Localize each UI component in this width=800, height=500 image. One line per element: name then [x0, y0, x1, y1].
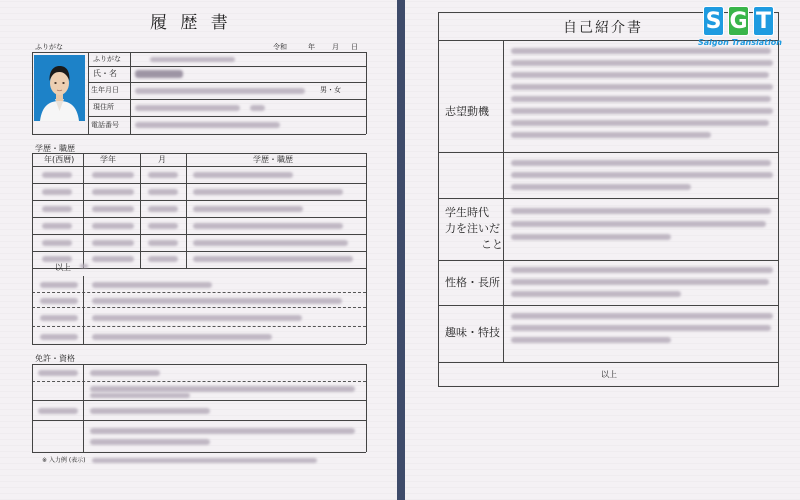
section-student-life-label-2: 力を注いだ — [445, 222, 500, 235]
redacted-text-line — [511, 60, 773, 66]
redacted-cell — [193, 223, 343, 229]
redacted-phone — [135, 122, 280, 128]
name-label: 氏・名 — [93, 69, 117, 78]
redacted-cell — [90, 393, 190, 398]
redacted-text-line — [511, 172, 773, 178]
redacted-cell — [92, 282, 212, 288]
redacted-cell — [40, 334, 78, 340]
redacted-text-line — [511, 132, 711, 138]
redacted-text-line — [511, 96, 771, 102]
redacted-cell — [92, 172, 134, 178]
section-personality-label: 性格・長所 — [445, 276, 500, 289]
licenses-section-label: 免許・資格 — [35, 354, 75, 363]
date-month-label: 月 — [332, 43, 339, 51]
redacted-address-2 — [250, 105, 265, 111]
redacted-address-1 — [135, 105, 240, 111]
redacted-cell — [90, 428, 355, 434]
redacted-text-line — [511, 108, 773, 114]
birthdate-label: 生年月日 — [91, 86, 119, 94]
education-section-label: 学歴・職歴 — [35, 144, 75, 153]
furigana-label: ふりがな — [93, 55, 121, 63]
redacted-cell — [193, 172, 293, 178]
redacted-cell — [80, 264, 88, 268]
redacted-furigana — [150, 57, 235, 62]
redacted-cell — [90, 408, 210, 414]
logo-letter-t: T — [753, 6, 774, 36]
redacted-text-line — [511, 325, 771, 331]
redacted-text-line — [511, 84, 773, 90]
date-year-label: 年 — [308, 43, 315, 51]
redacted-cell — [148, 256, 178, 262]
applicant-photo — [34, 55, 85, 121]
self-intro-title: 自己紹介書 — [563, 20, 643, 36]
redacted-cell — [42, 172, 72, 178]
section-student-life-label-1: 学生時代 — [445, 206, 489, 219]
redacted-cell — [92, 334, 272, 340]
logo-tagline: Saigon Translation — [698, 38, 782, 47]
redacted-cell — [92, 223, 134, 229]
redacted-cell — [148, 206, 178, 212]
redacted-cell — [38, 370, 78, 376]
redacted-cell — [42, 223, 72, 229]
redacted-cell — [42, 189, 72, 195]
redacted-cell — [92, 189, 134, 195]
redacted-text-line — [511, 120, 769, 126]
redacted-text-line — [511, 72, 769, 78]
applicant-portrait — [34, 55, 85, 121]
self-introduction-page — [405, 0, 800, 500]
footer-note: ※ 入力例 (表示) — [42, 457, 86, 464]
redacted-cell — [148, 172, 178, 178]
redacted-cell — [148, 189, 178, 195]
redacted-cell — [42, 256, 72, 262]
redacted-cell — [42, 206, 72, 212]
col-header-grade: 学年 — [100, 155, 116, 164]
redacted-text-line — [511, 291, 681, 297]
redacted-cell — [40, 315, 78, 321]
date-era: 令和 — [273, 43, 287, 51]
furigana-top-label: ふりがな — [35, 43, 63, 51]
redacted-text-line — [511, 184, 691, 190]
education-end-marker: 以上 — [55, 263, 71, 272]
redacted-cell — [148, 223, 178, 229]
redacted-name — [135, 70, 183, 78]
redacted-cell — [193, 256, 353, 262]
redacted-cell — [92, 240, 134, 246]
col-header-month: 月 — [158, 155, 166, 164]
redacted-text-line — [511, 160, 771, 166]
redacted-cell — [92, 315, 302, 321]
redacted-cell — [90, 370, 160, 376]
redacted-cell — [193, 189, 343, 195]
redacted-cell — [90, 439, 210, 445]
redacted-cell — [90, 386, 355, 392]
section-motivation-label: 志望動機 — [445, 105, 489, 118]
sgt-logo — [698, 0, 800, 58]
redacted-text-line — [511, 337, 671, 343]
redacted-cell — [193, 240, 348, 246]
redacted-cell — [92, 298, 342, 304]
address-label: 現住所 — [93, 103, 114, 111]
gender-label: 男・女 — [320, 86, 341, 94]
redacted-text-line — [511, 279, 769, 285]
redacted-cell — [92, 256, 134, 262]
date-day-label: 日 — [351, 43, 358, 51]
logo-letter-s: S — [703, 6, 724, 36]
redacted-text-line — [511, 221, 766, 227]
redacted-cell — [42, 240, 72, 246]
self-intro-end-marker: 以上 — [601, 370, 617, 379]
resume-title: 履 歴 書 — [150, 13, 232, 33]
redacted-cell — [92, 206, 134, 212]
section-hobbies-label: 趣味・特技 — [445, 326, 500, 339]
redacted-cell — [193, 206, 303, 212]
redacted-cell — [40, 282, 78, 288]
redacted-cell — [38, 408, 78, 414]
logo-letter-g: G — [728, 6, 749, 36]
redacted-text-line — [511, 234, 671, 240]
redacted-cell — [40, 298, 78, 304]
col-header-year: 年(西暦) — [44, 155, 75, 164]
redacted-text-line — [511, 208, 771, 214]
redacted-text-line — [511, 313, 773, 319]
section-student-life-label-3: こと — [481, 238, 503, 251]
redacted-footer — [92, 458, 317, 463]
redacted-text-line — [511, 267, 773, 273]
phone-label: 電話番号 — [91, 121, 119, 129]
redacted-cell — [148, 240, 178, 246]
col-header-history: 学歴・職歴 — [253, 155, 293, 164]
resume-page — [0, 0, 397, 500]
redacted-birthdate — [135, 88, 305, 94]
